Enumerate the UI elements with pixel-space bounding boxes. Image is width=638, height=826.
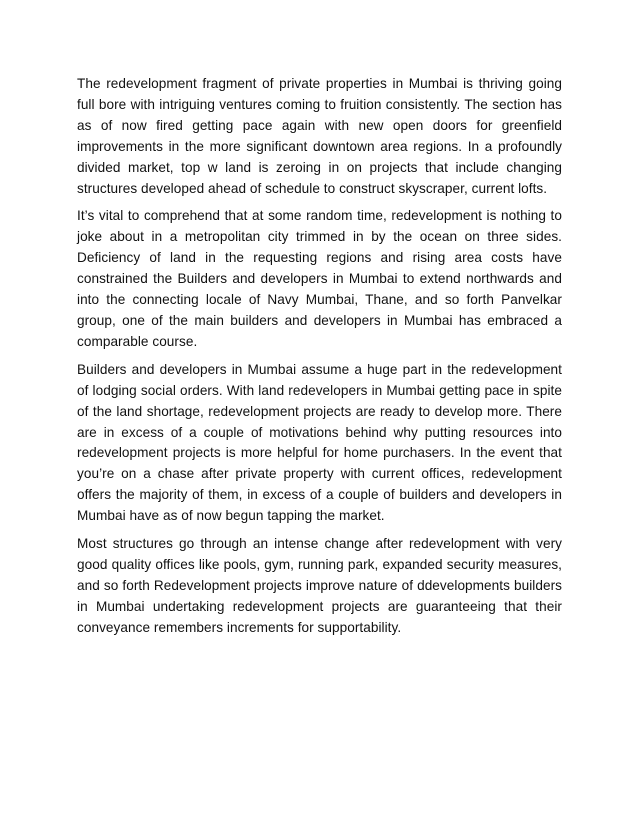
document-body: [77, 74, 562, 646]
paragraph: It’s vital to comprehend that at some random time, redevelopment is nothing to joke about in a metropolitan city trimmed in by the ocean on three sides. Deficiency of land in the requesting regions and rising area costs have constrained the Builders and developers in Mumbai to extend northwards and into the connecting locale of Navy Mumbai, Thane, and so forth Panvelkar group, one of the main builders and developers in Mumbai has embraced a comparable course.: [77, 208, 562, 349]
paragraph: Builders and developers in Mumbai assume a huge part in the redevelopment of lodging social orders. With land redevelopers in Mumbai getting pace in spite of the land shortage, redevelopment projects are ready to develop more. There are in excess of a couple of motivations behind why putting resources into redevelopment projects is more helpful for home purchasers. In the event that you’re on a chase after private property with current offices, redevelopment offers the majority of them, in excess of a couple of builders and developers in Mumbai have as of now begun tapping the market.: [77, 361, 562, 524]
paragraph: Most structures go through an intense change after redevelopment with very good quality offices like pools, gym, running park, expanded security measures, and so forth Redevelopment projects improve nature of ddevelopments builders in Mumbai undertaking redevelopment projects are guaranteeing that their conveyance remembers increments for supportability.: [77, 536, 562, 635]
paragraph: The redevelopment fragment of private properties in Mumbai is thriving going full bore with intriguing ventures coming to fruition consistently. The section has as of now fired getting pace again with new open doors for greenfield improvements in the more significant downtown area regions. In a profoundly divided market, top w land is zeroing in on projects that include changing structures developed ahead of schedule to construct skyscraper, current lofts.: [77, 76, 562, 196]
